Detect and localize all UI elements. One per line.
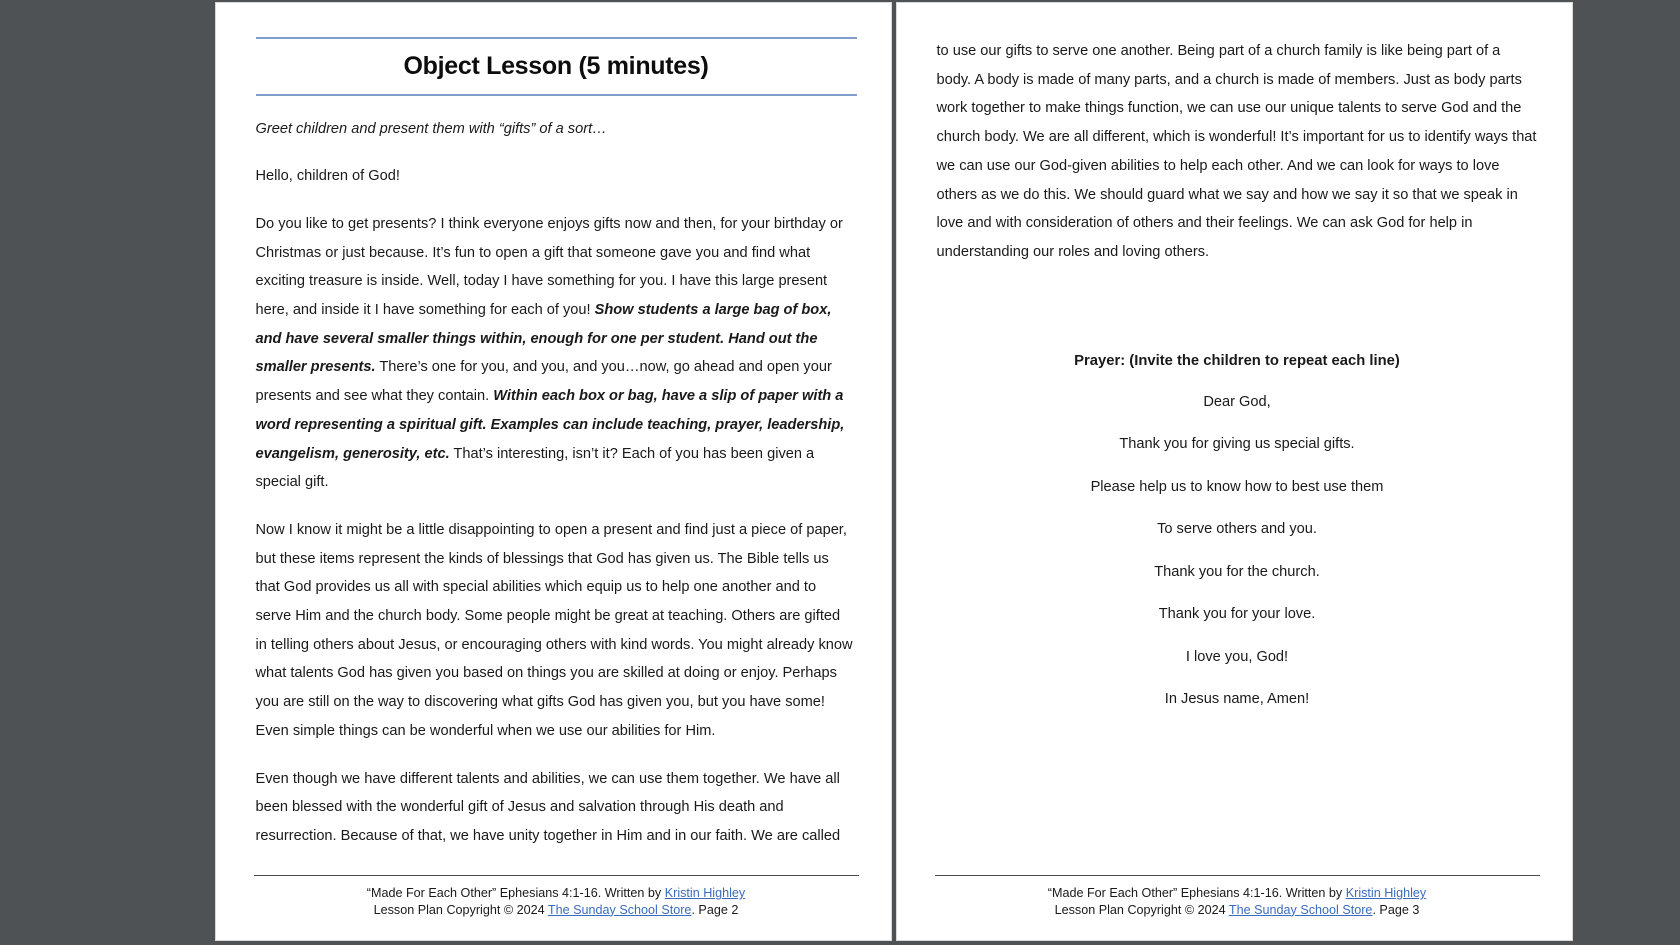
paragraph-church-body: to use our gifts to serve one another. Being part of a church family is like being part of a body. A body is made of many parts, and a church is made of members. Just as body parts work together to make things function, we can use our unique talents to serve God and the church body. We are all different, which is wonderful! It’s important for us to identify ways that we can use our God-given abilities to help each other. And we can look for ways to love others as we do this. We should guard what we say and how we say it so that we speak in love and with consideration of others and their feelings. We can ask God for help in understanding our roles and loving others. bbox=[936, 43, 1537, 260]
footer-credit-text: “Made For Each Other” Ephesians 4:1-16. Written by bbox=[1047, 886, 1346, 900]
footer-store-link[interactable]: The Sunday School Store bbox=[1228, 902, 1373, 917]
prayer-section bbox=[937, 353, 1538, 709]
footer-divider bbox=[254, 875, 859, 876]
footer-line-2 bbox=[254, 902, 859, 919]
footer-copyright-text: Lesson Plan Copyright © 2024 bbox=[373, 902, 548, 917]
page-2-body bbox=[256, 115, 856, 851]
prayer-heading: Prayer: (Invite the children to repeat each line) bbox=[1074, 352, 1400, 369]
footer-line-2 bbox=[935, 902, 1540, 919]
paragraph-presents-part-2: There’s one for you, and you, and you…now, go ahead and open your presents and see what they contain. bbox=[255, 359, 832, 405]
footer-author-link[interactable]: Kristin Highley bbox=[664, 886, 746, 900]
document-page-2 bbox=[216, 3, 891, 940]
prayer-line: Dear God, bbox=[1203, 393, 1271, 410]
prayer-line: I love you, God! bbox=[1185, 648, 1289, 665]
paragraph-presents bbox=[256, 210, 856, 497]
footer-line-1 bbox=[254, 885, 859, 902]
paragraph-presents-italic-2: Within each box or bag, have a slip of paper with a word representing a spiritual gift. Examples can include teaching, prayer, leadership, evangelism, generosity, etc. bbox=[255, 388, 845, 462]
prayer-line: To serve others and you. bbox=[1157, 521, 1317, 538]
prayer-line: Thank you for your love. bbox=[1158, 606, 1316, 623]
prayer-line: Please help us to know how to best use them bbox=[1090, 478, 1384, 495]
intro-instruction-italic: Greet children and present them with “gifts” of a sort… bbox=[255, 120, 607, 137]
prayer-line: Thank you for giving us special gifts. bbox=[1119, 436, 1355, 453]
footer-credit-text: “Made For Each Other” Ephesians 4:1-16. Written by bbox=[366, 886, 665, 900]
greeting-line: Hello, children of God! bbox=[255, 168, 400, 185]
page-2-content bbox=[256, 3, 857, 940]
paragraph-presents-italic-1: Show students a large bag of box, and have several smaller things within, enough for one per student. Hand out the smaller presents. bbox=[255, 302, 832, 376]
paragraph-abilities: Now I know it might be a little disappointing to open a present and find just a piece of paper, but these items represent the kinds of blessings that God has given us. The Bible tells us that God provides us all with special abilities which equip us to help one another and to serve Him and the church body. Some people might be great at teaching. Others are gifted in telling others about Jesus, or encouraging others with kind words. You might already know what talents God has given you based on things you are skilled at doing or enjoy. Perhaps you are still on the way to discovering what gifts God has given you, but you have some! Even simple things can be wonderful when we use our abilities for Him. bbox=[255, 521, 853, 739]
prayer-line: In Jesus name, Amen! bbox=[1164, 691, 1310, 708]
page-3-content bbox=[937, 3, 1538, 940]
paragraph-unity: Even though we have different talents and abilities, we can use them together. We have all been blessed with the wonderful gift of Jesus and salvation through His death and resurrection. Because of that, we have unity together in Him and in our faith. We are called bbox=[255, 770, 841, 844]
footer-line-1 bbox=[935, 885, 1540, 902]
paragraph-presents-part-1: Do you like to get presents? I think everyone enjoys gifts now and then, for your birthday or Christmas or just because. It’s fun to open a gift that someone gave you and find what exciting treasure is inside. Well, today I have something for you. I have this large present here, and inside it I have something for each of you! bbox=[255, 215, 843, 319]
paragraph-presents-part-3: That’s interesting, isn’t it? Each of you has been given a special gift. bbox=[255, 445, 815, 491]
footer-store-link[interactable]: The Sunday School Store bbox=[547, 902, 692, 917]
footer-page-number: . Page 3 bbox=[1372, 902, 1420, 917]
footer-author-link[interactable]: Kristin Highley bbox=[1345, 886, 1427, 900]
footer-copyright-text: Lesson Plan Copyright © 2024 bbox=[1054, 902, 1229, 917]
page-3-footer bbox=[935, 875, 1540, 918]
section-title-block bbox=[256, 37, 857, 96]
page-title: Object Lesson (5 minutes) bbox=[403, 52, 709, 80]
footer-page-number: . Page 2 bbox=[691, 902, 739, 917]
page-2-footer bbox=[254, 875, 859, 918]
footer-divider bbox=[935, 875, 1540, 876]
page-3-body bbox=[937, 37, 1537, 267]
prayer-line: Thank you for the church. bbox=[1154, 563, 1320, 580]
document-page-3 bbox=[897, 3, 1572, 940]
